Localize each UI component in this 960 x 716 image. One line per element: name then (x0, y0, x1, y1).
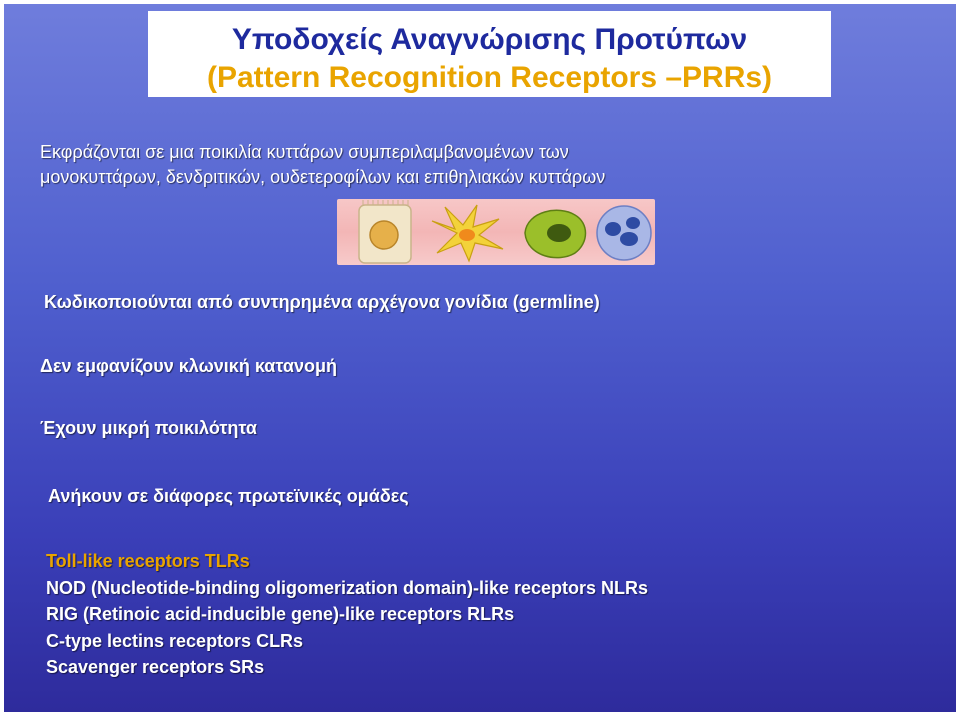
epithelial-cell-icon (359, 200, 411, 263)
bullet-germline: Κωδικοποιούνται από συντηρημένα αρχέγονα γονίδια (germline) (44, 292, 600, 312)
title-english: (Pattern Recognition Receptors –PRRs) (206, 61, 773, 94)
monocyte-cell-icon (525, 210, 586, 257)
title-box (148, 11, 831, 97)
slide (4, 4, 956, 712)
bullet-diversity: Έχουν μικρή ποικιλότητα (40, 418, 257, 438)
cell-types-illustration (337, 199, 655, 265)
intro-line-1: Εκφράζονται σε μια ποικιλία κυττάρων συμπεριλαμβανομένων των (40, 142, 569, 162)
receptor-list (46, 548, 648, 681)
title-greek: Υποδοχείς Αναγνώρισης Προτύπων (231, 23, 748, 56)
intro-text (40, 140, 605, 190)
cell-types-image (337, 199, 655, 265)
bullet-protein-groups: Ανήκουν σε διάφορες πρωτεϊνικές ομάδες (48, 486, 409, 506)
receptor-rlr: RIG (Retinoic acid-inducible gene)-like receptors RLRs (46, 604, 515, 624)
neutrophil-cell-icon (597, 206, 651, 260)
intro-line-2: μονοκυττάρων, δενδριτικών, ουδετεροφίλων και επιθηλιακών κυττάρων (40, 167, 606, 187)
receptor-tlr: Toll-like receptors TLRs (46, 551, 250, 571)
receptor-clr: C-type lectins receptors CLRs (46, 630, 304, 651)
bullet-clonal: Δεν εμφανίζουν κλωνική κατανομή (40, 356, 337, 376)
receptor-sr: Scavenger receptors SRs (46, 657, 265, 677)
dendritic-cell-icon (432, 205, 503, 261)
receptor-nlr: NOD (Nucleotide-binding oligomerization domain)-like receptors NLRs (46, 577, 649, 598)
